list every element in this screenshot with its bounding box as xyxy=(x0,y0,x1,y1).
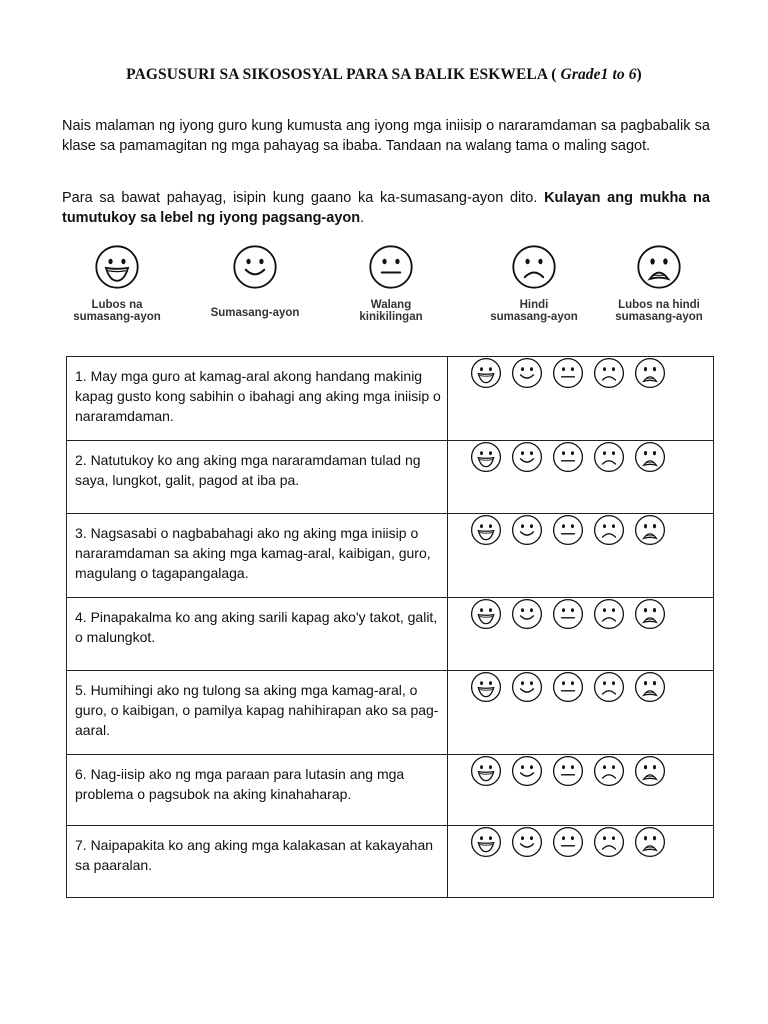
sad-face-icon[interactable] xyxy=(593,514,625,546)
title-grade: Grade1 to 6 xyxy=(560,66,637,83)
table-row xyxy=(67,755,714,826)
happy-face-icon[interactable] xyxy=(511,441,543,473)
table-row xyxy=(67,598,714,671)
happy-face-icon[interactable] xyxy=(511,755,543,787)
very-happy-face-icon[interactable] xyxy=(470,357,502,389)
response-faces xyxy=(448,671,714,755)
legend-item-agree xyxy=(200,244,310,319)
statement-text: 6. Nag-iisip ako ng mga paraan para lutasin ang mga problema o pagsubok na aking kinahaharap. xyxy=(67,755,448,826)
very-sad-face-icon[interactable] xyxy=(634,671,666,703)
happy-face-icon[interactable] xyxy=(511,671,543,703)
sad-face-icon[interactable] xyxy=(593,598,625,630)
happy-face-icon[interactable] xyxy=(511,598,543,630)
instruction-end: . xyxy=(360,210,365,226)
legend-label: Lubos na hindi sumasang-ayon xyxy=(615,299,703,323)
neutral-face-icon[interactable] xyxy=(552,441,584,473)
very-happy-face-icon[interactable] xyxy=(470,755,502,787)
very-sad-face-icon[interactable] xyxy=(634,514,666,546)
statement-text: 3. Nagsasabi o nagbabahagi ako ng aking mga iniisip o nararamdaman sa aking mga kamag-aral, kaibigan, guro, magulang o tagapangalaga. xyxy=(67,514,448,598)
instruction-bold: Kulayan ang mukha na tumutukoy sa lebel ng iyong pagsang-ayon xyxy=(62,190,710,226)
intro-paragraph: Nais malaman ng iyong guro kung kumusta ang iyong mga iniisip o nararamdaman sa pagbabalik sa klase sa pamamagitan ng mga pahayag sa ibaba. Tandaan na walang tama o maling sagot. xyxy=(62,118,710,154)
very-happy-face-icon[interactable] xyxy=(470,671,502,703)
very-happy-face-icon[interactable] xyxy=(470,514,502,546)
table-row xyxy=(67,514,714,598)
instruction-text: Para sa bawat pahayag, isipin kung gaano ka ka-sumasang-ayon dito. xyxy=(62,190,545,206)
response-faces xyxy=(448,441,714,514)
legend-label: Lubos na sumasang-ayon xyxy=(73,299,161,323)
instruction-paragraph xyxy=(62,188,710,228)
happy-face-icon[interactable] xyxy=(511,357,543,389)
statement-text: 5. Humihingi ako ng tulong sa aking mga kamag-aral, o guro, o kaibigan, o pamilya kapag nahihirapan ako sa pag-aaral. xyxy=(67,671,448,755)
title-close: ) xyxy=(636,66,642,83)
neutral-face-icon[interactable] xyxy=(552,514,584,546)
table-row xyxy=(67,671,714,755)
sad-face-icon[interactable] xyxy=(593,826,625,858)
happy-face-icon[interactable] xyxy=(511,826,543,858)
survey-table xyxy=(66,356,714,898)
very-happy-face-icon[interactable] xyxy=(470,441,502,473)
page-title xyxy=(0,66,768,84)
neutral-face-icon xyxy=(368,244,414,290)
sad-face-icon[interactable] xyxy=(593,441,625,473)
legend-label: Hindi sumasang-ayon xyxy=(490,299,578,323)
very-sad-face-icon[interactable] xyxy=(634,357,666,389)
neutral-face-icon[interactable] xyxy=(552,671,584,703)
legend-label: Sumasang-ayon xyxy=(210,307,300,319)
very-happy-face-icon[interactable] xyxy=(470,598,502,630)
response-faces xyxy=(448,598,714,671)
very-happy-face-icon[interactable] xyxy=(470,826,502,858)
legend-item-neutral xyxy=(336,244,446,323)
table-row xyxy=(67,441,714,514)
sad-face-icon[interactable] xyxy=(593,755,625,787)
legend-item-strongly-disagree xyxy=(604,244,714,323)
sad-face-icon[interactable] xyxy=(593,357,625,389)
neutral-face-icon[interactable] xyxy=(552,826,584,858)
very-sad-face-icon xyxy=(636,244,682,290)
title-main: PAGSUSURI SA SIKOSOSYAL PARA SA BALIK ESKWELA ( xyxy=(126,66,557,83)
neutral-face-icon[interactable] xyxy=(552,755,584,787)
very-happy-face-icon xyxy=(94,244,140,290)
sad-face-icon[interactable] xyxy=(593,671,625,703)
table-row xyxy=(67,357,714,441)
very-sad-face-icon[interactable] xyxy=(634,598,666,630)
table-row xyxy=(67,826,714,898)
statement-text: 7. Naipapakita ko ang aking mga kalakasan at kakayahan sa paaralan. xyxy=(67,826,448,898)
statement-text: 1. May mga guro at kamag-aral akong handang makinig kapag gusto kong sabihin o ibahagi ang aking mga iniisip o nararamdaman. xyxy=(67,357,448,441)
response-faces xyxy=(448,826,714,898)
neutral-face-icon[interactable] xyxy=(552,598,584,630)
legend-item-disagree xyxy=(479,244,589,323)
very-sad-face-icon[interactable] xyxy=(634,441,666,473)
very-sad-face-icon[interactable] xyxy=(634,826,666,858)
happy-face-icon[interactable] xyxy=(511,514,543,546)
neutral-face-icon[interactable] xyxy=(552,357,584,389)
response-faces xyxy=(448,357,714,441)
response-faces xyxy=(448,514,714,598)
statement-text: 2. Natutukoy ko ang aking mga nararamdaman tulad ng saya, lungkot, galit, pagod at iba pa. xyxy=(67,441,448,514)
statement-text: 4. Pinapakalma ko ang aking sarili kapag ako'y takot, galit, o malungkot. xyxy=(67,598,448,671)
very-sad-face-icon[interactable] xyxy=(634,755,666,787)
legend-item-strongly-agree xyxy=(62,244,172,323)
happy-face-icon xyxy=(232,244,278,290)
sad-face-icon xyxy=(511,244,557,290)
response-faces xyxy=(448,755,714,826)
legend-label: Walang kinikilingan xyxy=(359,299,423,323)
